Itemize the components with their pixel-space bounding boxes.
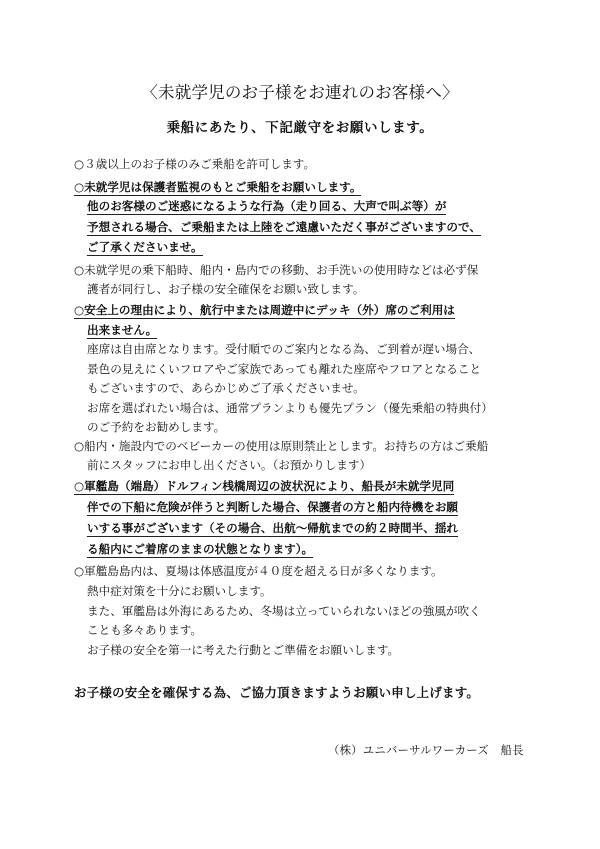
rule-6-line-3: いする事がございます（その場合、出航～帰航までの約２時間半、揺れ (87, 521, 459, 535)
rule-4-line-1: ○安全上の理由により、航行中または周遊中にデッキ（外）席のご利用は (74, 303, 455, 317)
rule-4-line-5: もございますので、あらかじめご了承くださいませ。 (87, 381, 365, 395)
closing-message: お子様の安全を確保する為、ご協力頂きますようお願い申し上げます。 (74, 685, 480, 700)
rule-3-line-2: 護者が同行し、お子様の安全確保をお願い致します。 (87, 282, 365, 296)
rule-2-line-3: 予想される場合、ご乗船または上陸をご遠慮いただく事がございますので、 (87, 220, 481, 234)
rule-7-line-4: ことも多々あります。 (87, 623, 203, 637)
rule-5-line-2: 前にスタッフにお申し出ください。（お預かりします） (87, 458, 372, 472)
rule-2-line-4: ご了承くださいませ。 (87, 240, 203, 254)
rule-4-line-6: お席を選ばれたい場合は、通常プランよりも優先プラン（優先乗船の特典付） (87, 401, 493, 415)
rule-1-line-1: ○３歳以上のお子様のみご乗船を許可します。 (74, 157, 316, 171)
rule-7-line-5: お子様の安全を第一に考えた行動とご準備をお願いします。 (87, 643, 400, 657)
rule-5-line-1: ○船内・施設内でのベビーカーの使用は原則禁止とします。お持ちの方はご乗船 (74, 439, 489, 453)
rule-4-line-4: 景色の見えにくいフロアやご家族であっても離れた座席やフロアとなること (87, 362, 482, 376)
signature: （株）ユニバーサルワーカーズ 船長 (328, 743, 524, 757)
rule-6-line-1: ○軍艦島（端島）ドルフィン桟橋周辺の波状況により、船長が未就学児同 (74, 479, 455, 493)
rule-4-line-2: 出来ません。 (87, 323, 158, 337)
rule-7-line-3: また、軍艦島は外海にあるため、冬場は立っていられないほどの強風が吹く (87, 604, 481, 618)
rule-4-line-3: 座席は自由席となります。受付順でのご案内となる為、ご到着が遅い場合、 (87, 342, 481, 356)
rule-7-line-1: ○軍艦島島内は、夏場は体感温度が４０度を超える日が多くなります。 (74, 564, 443, 578)
rule-7-line-2: 熱中症対策を十分にお願いします。 (87, 584, 272, 598)
notice-title: 〈未就学児のお子様をお連れのお客様へ〉 (141, 83, 459, 102)
notice-subtitle: 乗船にあたり、下記厳守をお願いします。 (166, 120, 434, 136)
rule-6-line-2: 伴での下船に危険が伴うと判断した場合、保護者の方と船内待機をお願 (87, 500, 459, 514)
rule-6-line-4: る船内にご着席のままの状態となります）。 (87, 542, 314, 556)
rule-2-line-1: ○未就学児は保護者監視のもとご乗船をお願いします。 (74, 180, 362, 194)
rule-4-line-7: のご予約をお勧めします。 (87, 420, 226, 434)
rule-2-line-2: 他のお客様のご迷惑になるような行為（走り回る、大声で叫ぶ等）が (87, 199, 447, 213)
rule-3-line-1: ○未就学児の乗下船時、船内・島内での移動、お手洗いの使用時などは必ず保 (74, 263, 479, 277)
